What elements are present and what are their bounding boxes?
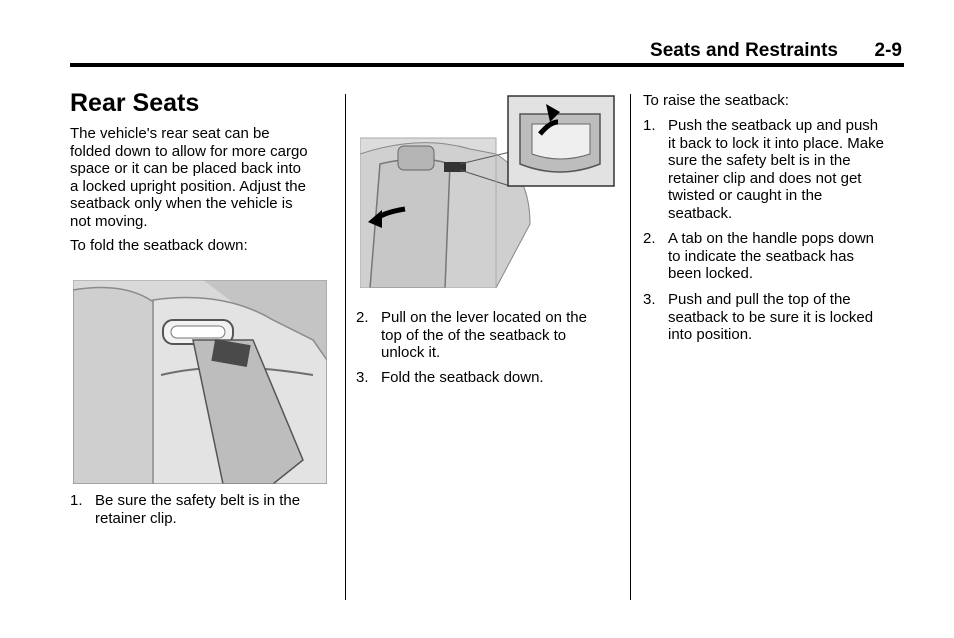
page-title: Rear Seats (70, 89, 200, 117)
intro-line: a locked upright position. Adjust the (70, 177, 306, 195)
step-number: 1. (70, 492, 83, 509)
step-line: retainer clip and does not get (668, 169, 862, 187)
step-1-fold (70, 492, 340, 527)
step-line: it back to lock it into place. Make (668, 134, 884, 152)
step-line: unlock it. (381, 344, 441, 362)
step-number: 3. (643, 291, 656, 308)
intro-line: The vehicle's rear seat can be (70, 125, 270, 142)
fold-heading: To fold the seatback down: (70, 237, 248, 254)
step-number: 2. (356, 309, 369, 326)
page-header (70, 38, 904, 66)
step-line: A tab on the handle pops down (668, 230, 875, 247)
header-rule (70, 63, 904, 67)
raise-heading: To raise the seatback: (643, 92, 789, 109)
step-number: 1. (643, 117, 656, 134)
intro-line: space or it can be placed back into (70, 160, 301, 178)
step-line: to indicate the seatback has (668, 247, 854, 265)
column-divider-1 (345, 94, 346, 600)
column-1 (70, 88, 338, 118)
step-line: retainer clip. (95, 509, 177, 527)
step-line: twisted or caught in the (668, 187, 823, 205)
step-line: top of the of the seatback to (381, 326, 567, 344)
page-number: 2-9 (874, 40, 902, 61)
step-line: Be sure the safety belt is in the (95, 492, 301, 509)
intro-line: not moving. (70, 212, 148, 230)
step-line: into position. (668, 326, 753, 344)
step-1-raise (643, 117, 905, 223)
step-3-fold (356, 369, 626, 387)
retainer-clip-illustration (73, 280, 327, 484)
seatback-lever-illustration (360, 94, 616, 288)
column-divider-2 (630, 94, 631, 600)
step-line: sure the safety belt is in the (668, 152, 851, 170)
step-line: seatback to be sure it is locked (668, 308, 874, 326)
step-line: Push the seatback up and push (668, 117, 879, 134)
step-line: seatback. (668, 204, 733, 222)
step-line: Push and pull the top of the (668, 291, 851, 308)
step-number: 2. (643, 230, 656, 247)
section-title: Seats and Restraints (650, 40, 838, 61)
step-line: been locked. (668, 265, 754, 283)
step-2-raise (643, 230, 905, 283)
intro-line: folded down to allow for more cargo (70, 142, 308, 160)
step-line: Pull on the lever located on the (381, 309, 587, 326)
step-3-raise (643, 291, 905, 344)
intro-paragraph (70, 125, 338, 231)
step-2-fold (356, 309, 626, 362)
intro-line: seatback only when the vehicle is (70, 195, 293, 213)
step-line: Fold the seatback down. (381, 369, 544, 386)
step-number: 3. (356, 369, 369, 386)
